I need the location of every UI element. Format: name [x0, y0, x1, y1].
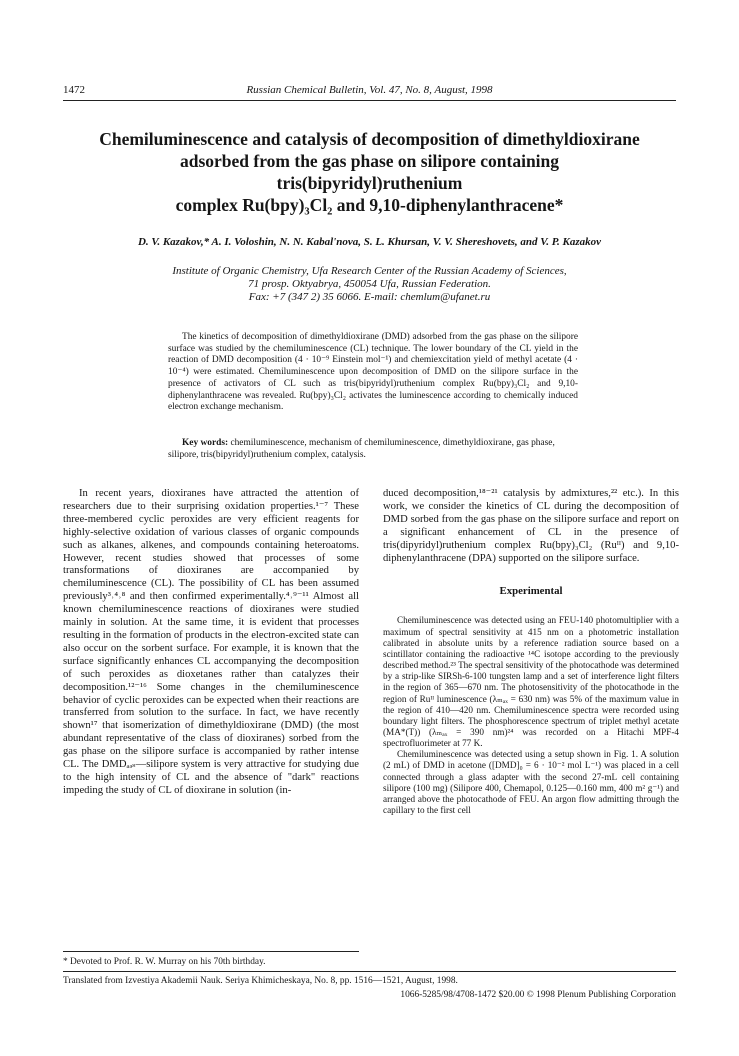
footnote: * Devoted to Prof. R. W. Murray on his 70th birthday. [63, 957, 266, 967]
affiliation-line: Institute of Organic Chemistry, Ufa Research Center of the Russian Academy of Sciences, [172, 265, 567, 277]
author-list: D. V. Kazakov,* A. I. Voloshin, N. N. Kabal'nova, S. L. Khursan, V. V. Shereshovets, and V. P. Kazakov [137, 236, 602, 248]
left-column [63, 488, 359, 798]
journal-running-head: Russian Chemical Bulletin, Vol. 47, No. 8, August, 1998 [246, 84, 493, 96]
body-paragraph: In recent years, dioxiranes have attracted the attention of researchers due to their surprising oxidation properties.¹⁻⁷ These three-membered cyclic peroxides are very efficient reagents for highly-selective oxidation of various classes of organic compounds such as alkanes, alkenes, and compounds containing heteroatoms. However, recent studies showed that processes of some transformations of dioxiranes are accompanied by chemiluminescence (CL). The possibility of CL has been assumed previously³˒⁴˒⁸ and then confirmed experimentally.⁴˒⁹⁻¹¹ Almost all known chemiluminescence reactions of dioxiranes were studied mainly in solution. At the same time, it is evident that processes resulting in the formation of products in the electron-excited state can also occur on the sorbent surface. For example, it is known that the surface significantly enhances CL accompanying the decomposition of such peroxides as dioxetanes rather than catalyzes their decomposition.¹²⁻¹⁶ Some changes in the chemiluminescence behavior of cyclic peroxides can be expected when their reactions are transferred from solution to the surface. In fact, we have recently shown¹⁷ that isomerization of dimethyldioxirane (DMD) (the most abundant representative of the class of dioxiranes) sorbed from the gas phase on the silipore surface is accompanied by rather intense CL. The DMDₐₔₛ—silipore system is very attractive for studying due to the high intensity of CL and the absence of "dark" reactions impeding the study of CL of dioxirane in solution (in- [63, 488, 359, 796]
title-line: complex Ru(bpy)₃Cl₂ and 9,10-diphenylanthracene* [175, 195, 564, 215]
keywords [168, 438, 578, 461]
copyright-line: 1066-5285/98/4708-1472 $20.00 © 1998 Plenum Publishing Corporation [400, 990, 676, 1000]
abstract [168, 332, 578, 414]
body-paragraph: duced decomposition,¹⁸⁻²¹ catalysis by admixtures,²² etc.). In this work, we consider the kinetics of CL during the decomposition of DMD sorbed from the gas phase on the silipore surface and report on a significant enhancement of CL in the presence of tris(dipyridyl)ruthenium complex Ru(bpy)₃Cl₂ (Ruᴵᴵ) and 9,10-diphenylanthracene (DPA) supported on the silipore surface. [383, 488, 679, 564]
translation-note: Translated from Izvestiya Akademii Nauk. Seriya Khimicheskaya, No. 8, pp. 1516—1521, August, 1998. [63, 976, 458, 986]
affiliation-line: Fax: +7 (347 2) 35 6066. E-mail: chemlum@ufanet.ru [248, 291, 491, 303]
abstract-text: The kinetics of decomposition of dimethyldioxirane (DMD) adsorbed from the gas phase on the silipore surface was studied by the chemiluminescence (CL) technique. The lower boundary of the CL yield in the reaction of DMD decomposition (4 · 10⁻⁹ Einstein mol⁻¹) and chemiexcitation yield of methyl acetate (4 · 10⁻⁴) were estimated. Chemiluminescence upon decomposition of DMD on the silipore surface in the presence of activators of CL such as tris(bipyridyl)ruthenium complex Ru(bpy)₃Cl₂ and 9,10-diphenylanthracene was revealed. Ru(bpy)₃Cl₂ activates the luminescence according to chemically induced electron exchange mechanism. [168, 332, 578, 413]
experimental-paragraph: Chemiluminescence was detected using a setup shown in Fig. 1. A solution (2 mL) of DMD in acetone ([DMD]₀ = 6 · 10⁻² mol L⁻¹) was placed in a cell connected through a glass adapter with the second 27-mL cell containing silipore (100 mg) (Silipore 400, Chemapol, 0.125—0.160 mm, 400 m² g⁻¹) and arranged above the photocathode of FEU. An argon flow admitting through the capillary to the first cell [383, 749, 679, 816]
bottom-rule [63, 971, 676, 972]
right-column [383, 488, 679, 816]
section-heading-experimental: Experimental [499, 585, 563, 598]
title-line: adsorbed from the gas phase on silipore containing [179, 151, 560, 171]
experimental-paragraph: Chemiluminescence was detected using an FEU-140 photomultiplier with a maximum of spectral sensitivity at 415 nm on a photometric installation calibrated in absolute units by a reference radiation source based on a scintillator containing the radioactive ¹⁴C isotope according to the previously described method.²³ The spectral sensitivity of the photocathode was determined by a strip-like SIRSh-6-100 tungsten lamp and a set of interference light filters in the region of 365—670 nm. The photosensitivity of the photocathode in the region of Ruᴵᴵ luminescence (λₘₐₓ = 630 nm) was 5% of the maximum value in the region of 410—420 nm. Chemiluminescence spectra were recorded using boundary light filters. The phosphorescence spectrum of triplet methyl acetate (MA*(T)) (λₘₐₓ = 390 nm)²⁴ was recorded on a Hitachi MPF-4 spectrofluorimeter at 77 K. [383, 615, 679, 749]
title-line: tris(bipyridyl)ruthenium [276, 173, 463, 193]
title-line: Chemiluminescence and catalysis of decomposition of dimethyldioxirane [99, 129, 640, 149]
footnote-rule [63, 951, 359, 952]
keywords-text: chemiluminescence, mechanism of chemiluminescence, dimethyldioxirane, gas phase, silipore, tris(bipyridyl)ruthenium complex, catalysis. [168, 438, 555, 460]
article-title [50, 128, 689, 216]
affiliation-line: 71 prosp. Oktyabrya, 450054 Ufa, Russian Federation. [248, 278, 491, 290]
page-number: 1472 [63, 84, 85, 96]
affiliation [40, 265, 699, 304]
keywords-label: Key words: [182, 438, 229, 448]
header-rule [63, 100, 676, 101]
experimental-section [383, 615, 679, 816]
